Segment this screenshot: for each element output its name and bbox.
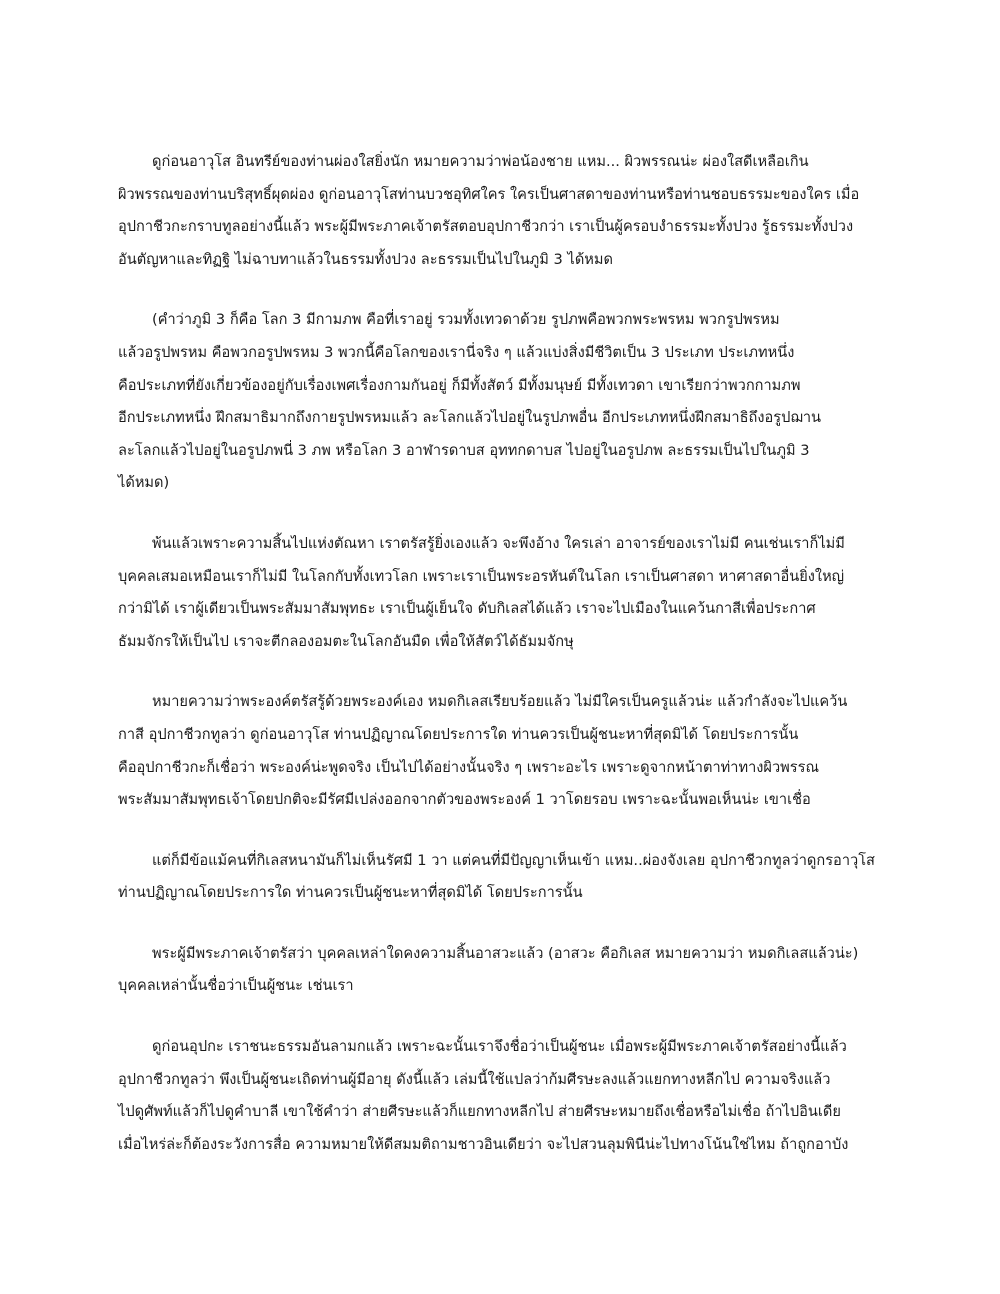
paragraph-line: ดูก่อนอาวุโส อินทรีย์ของท่านผ่องใสยิ่งนัก หมายความว่าพ่อน้องชาย แหม... ผิวพรรณน่ะ ผ่องใสดีเหลือเกิน bbox=[152, 153, 809, 170]
paragraph-line: ท่านปฏิญาณโดยประการใด ท่านควรเป็นผู้ชนะหาที่สุดมิได้ โดยประการนั้น bbox=[118, 884, 583, 902]
paragraph-line: หมายความว่าพระองค์ตรัสรู้ด้วยพระองค์เอง หมดกิเลสเรียบร้อยแล้ว ไม่มีใครเป็นครูแล้วน่ะ แล้วกำลังจะไปแคว้น bbox=[152, 693, 848, 711]
paragraph-line: อีกประเภทหนึ่ง ฝึกสมาธิมากถึงกายรูปพรหมแล้ว ละโลกแล้วไปอยู่ในรูปภพอื่น อีกประเภทหนึ่งฝึกสมาธิถึงอรูปฌาน bbox=[118, 409, 821, 427]
paragraph-line: คือประเภทที่ยังเกี่ยวข้องอยู่กับเรื่องเพศเรื่องกามกันอยู่ ก็มีทั้งสัตว์ มีทั้งมนุษย์ มีทั้งเทวดา เขาเรียกว่าพวกกามภพ bbox=[118, 376, 801, 394]
paragraph-line: ได้หมด) bbox=[118, 474, 170, 492]
paragraph-line: บุคคลเหล่านั้นชื่อว่าเป็นผู้ชนะ เช่นเรา bbox=[118, 977, 354, 995]
paragraph-line: กว่ามิได้ เราผู้เดียวเป็นพระสัมมาสัมพุทธะ เราเป็นผู้เย็นใจ ดับกิเลสได้แล้ว เราจะไปเมืองในแคว้นกาสีเพื่อประกาศ bbox=[118, 600, 816, 618]
paragraph-line: ดูก่อนอุปกะ เราชนะธรรมอันลามกแล้ว เพราะฉะนั้นเราจึงชื่อว่าเป็นผู้ชนะ เมื่อพระผู้มีพระภาคเจ้าตรัสอย่างนี้แล้ว bbox=[152, 1038, 847, 1056]
paragraph-line: (คำว่าภูมิ 3 ก็คือ โลก 3 มีกามภพ คือที่เราอยู่ รวมทั้งเทวดาด้วย รูปภพคือพวกพระพรหม พวกรูปพรหม bbox=[152, 311, 780, 329]
paragraph-line: พ้นแล้วเพราะความสิ้นไปแห่งตัณหา เราตรัสรู้ยิ่งเองแล้ว จะพึงอ้าง ใครเล่า อาจารย์ของเราไม่มี คนเช่นเราก็ไม่มี bbox=[152, 534, 845, 552]
paragraph bbox=[118, 528, 888, 658]
paragraph-line: ผิวพรรณของท่านบริสุทธิ์ผุดผ่อง ดูก่อนอาวุโสท่านบวชอุทิศใคร ใครเป็นศาสดาของท่านหรือท่านชอบธรรมะของใคร เมื่อ bbox=[118, 185, 860, 203]
document-page bbox=[118, 146, 888, 1189]
paragraph-line: แล้วอรูปพรหม คือพวกอรูปพรหม 3 พวกนี้คือโลกของเรานี่จริง ๆ แล้วแบ่งสิ่งมีชีวิตเป็น 3 ประเภท ประเภทหนึ่ง bbox=[118, 343, 795, 361]
paragraph-line: บุคคลเสมอเหมือนเราก็ไม่มี ในโลกกับทั้งเทวโลก เพราะเราเป็นพระอรหันต์ในโลก เราเป็นศาสดา หาศาสดาอื่นยิ่งใหญ่ bbox=[118, 567, 845, 585]
paragraph-line: ละโลกแล้วไปอยู่ในอรูปภพนี่ 3 ภพ หรือโลก 3 อาฬารดาบส อุททกดาบส ไปอยู่ในอรูปภพ ละธรรมเป็นไปในภูมิ 3 bbox=[118, 441, 810, 459]
paragraph-line: แต่ก็มีข้อแม้คนที่กิเลสหนามันก็ไม่เห็นรัศมี 1 วา แต่คนที่มีปัญญาเห็นเข้า แหม..ผ่องจังเลย อุปกาชีวกทูลว่าดูกรอาวุโส bbox=[152, 851, 875, 869]
paragraph bbox=[118, 938, 888, 1003]
paragraph-line: คืออุปกาชีวกะก็เชื่อว่า พระองค์น่ะพูดจริง เป็นไปได้อย่างนั้นจริง ๆ เพราะอะไร เพราะดูจากหน้าตาท่าทางผิวพรรณ bbox=[118, 758, 820, 776]
paragraph bbox=[118, 845, 888, 910]
paragraph bbox=[118, 686, 888, 816]
paragraph-line: พระสัมมาสัมพุทธเจ้าโดยปกติจะมีรัศมีเปล่งออกจากตัวของพระองค์ 1 วาโดยรอบ เพราะฉะนั้นพอเห็นน่ะ เขาเชื่อ bbox=[118, 791, 811, 809]
paragraph-line: อุปกาชีวกะกราบทูลอย่างนี้แล้ว พระผู้มีพระภาคเจ้าตรัสตอบอุปกาชีวกว่า เราเป็นผู้ครอบงำธรรมะทั้งปวง รู้ธรรมะทั้งปวง bbox=[118, 218, 854, 236]
paragraph-line: อุปกาชีวกทูลว่า พึงเป็นผู้ชนะเถิดท่านผู้มีอายุ ดังนี้แล้ว เล่มนี้ใช้แปลว่าก้มศีรษะลงแล้วแยกทางหลีกไป ความจริงแล้ว bbox=[118, 1070, 831, 1088]
paragraph-line: พระผู้มีพระภาคเจ้าตรัสว่า บุคคลเหล่าใดคงความสิ้นอาสวะแล้ว (อาสวะ คือกิเลส หมายความว่า หมดกิเลสแล้วน่ะ) bbox=[152, 944, 859, 962]
paragraph bbox=[118, 304, 888, 500]
paragraph bbox=[118, 146, 888, 276]
paragraph-line: อันตัญหาและทิฏฐิ ไม่ฉาบทาแล้วในธรรมทั้งปวง ละธรรมเป็นไปในภูมิ 3 ได้หมด bbox=[118, 250, 614, 268]
paragraph-line: กาสี อุปกาชีวกทูลว่า ดูก่อนอาวุโส ท่านปฏิญาณโดยประการใด ท่านควรเป็นผู้ชนะหาที่สุดมิได้ โดยประการนั้น bbox=[118, 725, 799, 743]
paragraph bbox=[118, 1031, 888, 1161]
paragraph-line: เมื่อไหร่ล่ะก็ต้องระวังการสื่อ ความหมายให้ดีสมมติถามชาวอินเดียว่า จะไปสวนลุมพินีน่ะไปทางโน้นใช่ไหม ถ้าถูกอาบัง bbox=[118, 1135, 849, 1153]
paragraph-line: ธัมมจักรให้เป็นไป เราจะตีกลองอมตะในโลกอันมืด เพื่อให้สัตว์ได้ธัมมจักษุ bbox=[118, 632, 574, 650]
paragraph-line: ไปดูศัพท์แล้วก็ไปดูคำบาลี เขาใช้คำว่า ส่ายศีรษะแล้วก็แยกทางหลีกไป ส่ายศีรษะหมายถึงเชื่อหรือไม่เชื่อ ถ้าไปอินเดีย bbox=[118, 1103, 841, 1121]
